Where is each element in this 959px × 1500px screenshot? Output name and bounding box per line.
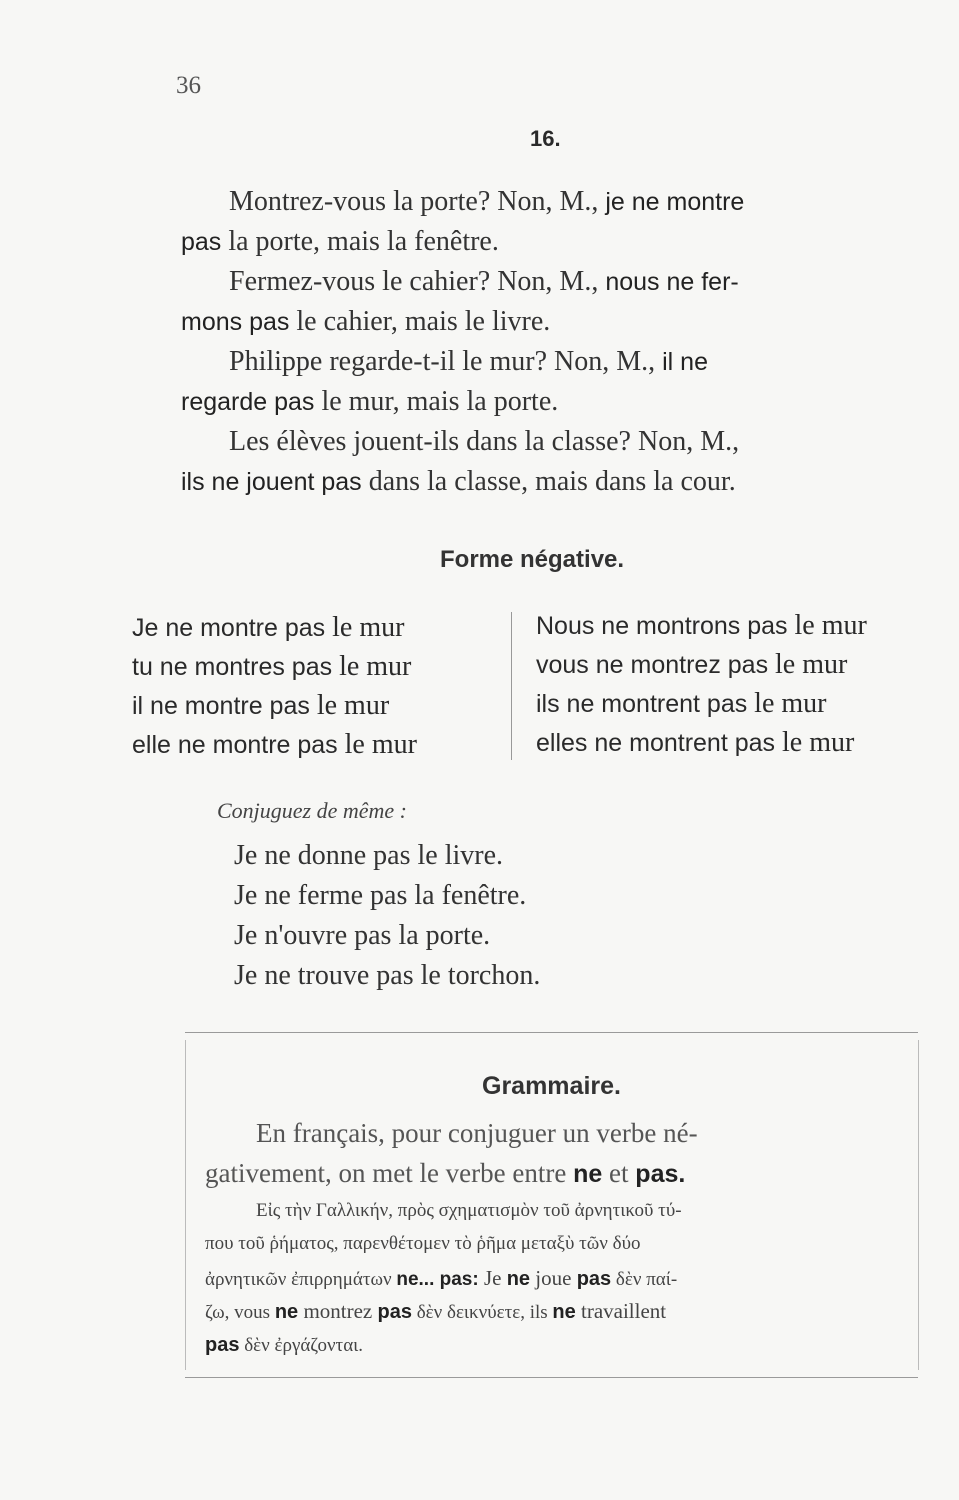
exercise-sentence: Je ne donne pas le livre. (234, 840, 504, 871)
grammar-greek-line: pas δὲν ἐργάζονται. (205, 1334, 364, 1356)
dialogue-line: Philippe regarde-t-il le mur? Non, M., il ne (229, 346, 708, 377)
grammar-line: gativement, on met le verbe entre ne et pas. (205, 1158, 686, 1188)
grammar-greek-line: που τοῦ ῥήματος, παρενθέτομεν τὸ ῥῆμα μεταξὺ τῶν δύο (205, 1233, 641, 1254)
dialogue-line: Les élèves jouent-ils dans la classe? Non, M., (229, 426, 740, 457)
column-divider (511, 612, 512, 760)
conjugation-row: elle ne montre pas le mur (132, 729, 417, 760)
grammar-box-border (185, 1040, 186, 1370)
conjugation-row: vous ne montrez pas le mur (536, 649, 848, 680)
grammar-box-border (918, 1040, 919, 1370)
page-number: 36 (176, 72, 201, 99)
grammar-greek-line: ἀρνητικῶν ἐπιρρημάτων ne... pas: Je ne joue pas δὲν παί- (205, 1266, 678, 1290)
conjugation-row: elles ne montrent pas le mur (536, 727, 855, 758)
dialogue-line: ils ne jouent pas dans la classe, mais dans la cour. (181, 466, 736, 497)
conjugation-row: ils ne montrent pas le mur (536, 688, 827, 719)
exercise-sentence: Je ne trouve pas le torchon. (234, 960, 541, 991)
conjugation-row: tu ne montres pas le mur (132, 651, 412, 682)
dialogue-line: Fermez-vous le cahier? Non, M., nous ne fer- (229, 266, 739, 297)
dialogue-line: Montrez-vous la porte? Non, M., je ne montre (229, 186, 745, 217)
exercise-sentence: Je n'ouvre pas la porte. (234, 920, 491, 951)
section-title-negative-form: Forme négative. (440, 546, 625, 573)
dialogue-line: regarde pas le mur, mais la porte. (181, 386, 559, 417)
exercise-instruction: Conjuguez de même : (217, 798, 408, 823)
conjugation-row: Nous ne montrons pas le mur (536, 610, 867, 641)
grammar-greek-line: Εἰς τὴν Γαλλικήν, πρὸς σχηματισμὸν τοῦ ἀρνητικοῦ τύ- (256, 1200, 682, 1221)
grammar-line: En français, pour conjuguer un verbe né- (256, 1118, 698, 1148)
dialogue-line: mons pas le cahier, mais le livre. (181, 306, 551, 337)
exercise-sentence: Je ne ferme pas la fenêtre. (234, 880, 527, 911)
lesson-number: 16. (530, 126, 561, 151)
conjugation-row: il ne montre pas le mur (132, 690, 390, 721)
conjugation-row: Je ne montre pas le mur (132, 612, 405, 643)
grammar-greek-line: ζω, vous ne montrez pas δὲν δεικνύετε, ils ne travaillent (205, 1299, 667, 1323)
dialogue-line: pas la porte, mais la fenêtre. (181, 226, 499, 257)
grammar-title: Grammaire. (482, 1072, 621, 1100)
